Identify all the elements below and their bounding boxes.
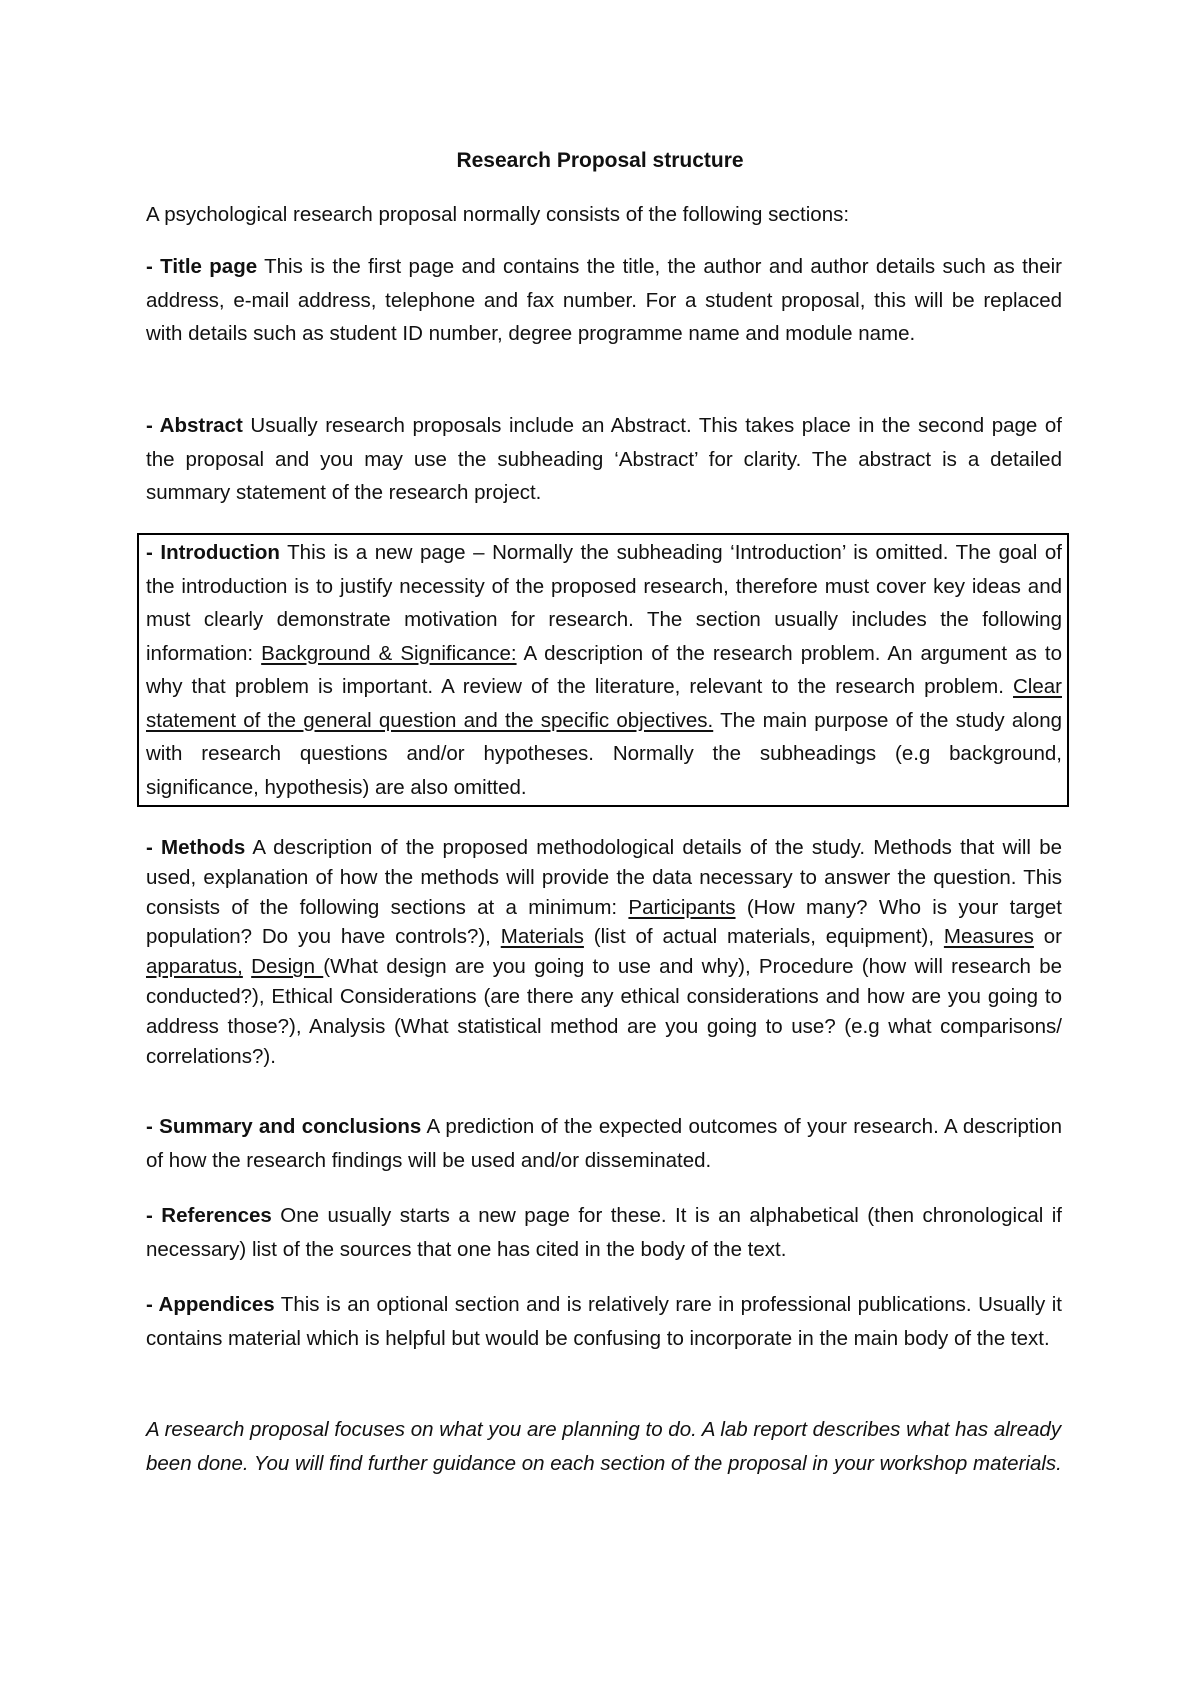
title-page-heading: - Title page [146,255,258,278]
abstract-text: Usually research proposals include an Abstract. This takes place in the second page of the proposal and you may use the subheading ‘Abstract’ for clarity. The abstract is a detailed summary statement of the research project. [146,414,1062,504]
introduction-text-3: The main purpose of the study along with research questions and/or hypotheses. Normally the subheadings (e.g background, significance, hypothesis) are also omitted. [146,708,1063,799]
introduction-text-1: This is a new page – Normally the subheading ‘Introduction’ is omitted. The goal of the introduction is to justify necessity of the proposed research, therefore must cover key ideas and must clearly demonstrate motivation for research. The section usually includes the following information: [146,541,1062,665]
design-term: Design [251,955,324,979]
introduction-text-2: A description of the research problem. An argument as to why that problem is important. A review of the literature, relevant to the research problem. [146,641,1062,698]
methods-text-2: (How many? Who is your target population? Do you have controls?), [146,895,1062,949]
appendices-heading: - Appendices [146,1293,275,1316]
intro-paragraph: A psychological research proposal normally consists of the following sections: [146,203,850,226]
title-page-text: This is the first page and contains the title, the author and author details such as their address, e-mail address, telephone and fax number. For a student proposal, this will be replaced with details such as student ID number, degree programme name and module name. [146,255,1062,345]
methods-text-6: (What design are you going to use and why), Procedure (how will research be conducted?), Ethical Considerations (are there any ethical considerations and how are you going to address those?), Analysis (What statistical method are you going to use? (e.g what comparisons/ correlations?). [146,955,1063,1068]
background-significance-link: Background & Significance: [261,641,517,665]
general-question-link: Clear statement of the general question and the specific objectives. [146,675,1062,732]
closing-note: A research proposal focuses on what you are planning to do. A lab report describes what has already been done. You will find further guidance on each section of the proposal in your workshop materials. [146,1418,1062,1475]
methods-heading: - Methods [146,836,246,859]
methods-text-5 [243,955,251,978]
appendices-section [146,1288,1062,1355]
methods-text-4: or [1033,925,1062,949]
references-text: One usually starts a new page for these. It is an alphabetical (then chronological if necessary) list of the sources that one has cited in the body of the text. [146,1204,1062,1261]
introduction-heading: - Introduction [146,541,280,564]
title-page-section [146,250,1062,351]
materials-term: Materials [500,925,584,949]
abstract-heading: - Abstract [146,414,243,437]
summary-text: A prediction of the expected outcomes of your research. A description of how the research findings will be used and/or disseminated. [146,1115,1062,1172]
participants-term: Participants [628,895,736,919]
page-title: Research Proposal structure [456,149,744,172]
appendices-text: This is an optional section and is relatively rare in professional publications. Usually it contains material which is helpful but would be confusing to incorporate in the main body of the text. [146,1293,1062,1350]
summary-heading: - Summary and conclusions [146,1115,422,1138]
methods-text-1: A description of the proposed methodological details of the study. Methods that will be used, explanation of how the methods will provide the data necessary to answer the question. This consists of the following sections at a minimum: [146,836,1063,919]
references-heading: - References [146,1204,272,1227]
references-section [146,1199,1062,1266]
summary-section [146,1110,1062,1177]
methods-section [146,833,1062,1071]
abstract-section [146,409,1062,510]
measures-term: Measures [943,925,1034,949]
apparatus-term: apparatus, [146,955,243,979]
methods-text-3: (list of actual materials, equipment), [583,925,944,949]
introduction-section [146,536,1062,804]
